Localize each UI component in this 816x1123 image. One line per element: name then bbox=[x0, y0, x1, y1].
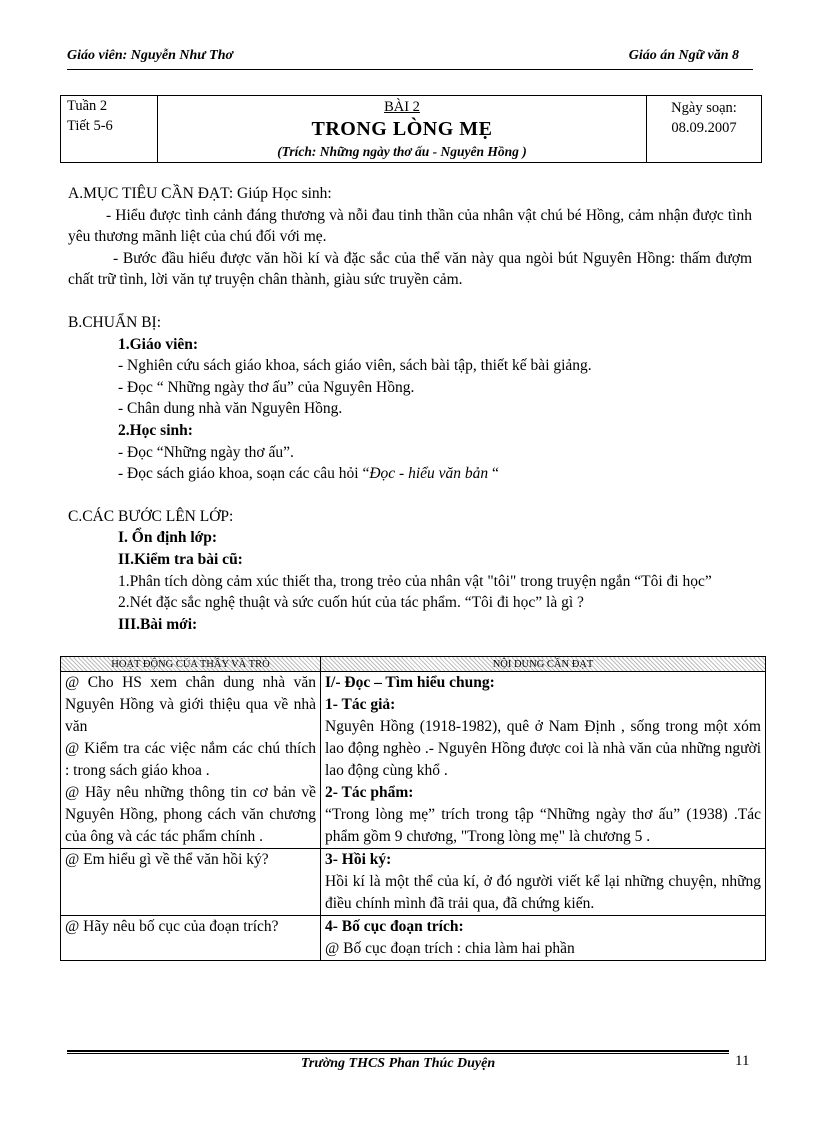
week-label: Tuần 2 bbox=[67, 98, 108, 114]
activity-cell: @ Cho HS xem chân dung nhà văn Nguyên Hồng và giới thiệu qua về nhà văn @ Kiểm tra các việc nắm các chú thích : trong sách giáo khoa . @ Hãy nêu những thông tin cơ bản về Nguyên Hồng, phong cách văn chương của ông và các tác phẩm chính . bbox=[61, 672, 321, 849]
step-2-heading: II.Kiểm tra bài cũ: bbox=[118, 550, 243, 568]
table-row bbox=[61, 672, 766, 849]
lesson-body bbox=[68, 183, 752, 635]
student-prep-item: - Đọc sách giáo khoa, soạn các câu hỏi “Đọc - hiểu văn bản “ bbox=[118, 465, 499, 483]
section-c-heading: C.CÁC BƯỚC LÊN LỚP: bbox=[68, 507, 234, 525]
page-header bbox=[67, 48, 753, 68]
date-cell bbox=[647, 96, 762, 163]
teacher-prep-item: - Đọc “ Những ngày thơ ấu” của Nguyên Hồng. bbox=[118, 378, 415, 396]
review-question-1: 1.Phân tích dòng cảm xúc thiết tha, trong trẻo của nhân vật "tôi" trong truyện ngắn “Tôi đi học” bbox=[118, 572, 712, 590]
page-number: 11 bbox=[735, 1053, 750, 1069]
student-prep-item: - Đọc “Những ngày thơ ấu”. bbox=[118, 443, 294, 461]
section-b-heading: B.CHUẨN BỊ: bbox=[68, 313, 162, 331]
activity-cell: @ Em hiểu gì về thể văn hồi ký? bbox=[61, 849, 321, 916]
teacher-prep-item: - Nghiên cứu sách giáo khoa, sách giáo viên, sách bài tập, thiết kế bài giảng. bbox=[118, 357, 592, 375]
title-cell bbox=[158, 96, 647, 163]
section-a-heading: A.MỤC TIÊU CẦN ĐẠT: Giúp Học sinh: bbox=[68, 185, 332, 202]
teacher-prep-item: - Chân dung nhà văn Nguyên Hồng. bbox=[118, 400, 343, 418]
week-cell bbox=[61, 96, 158, 163]
review-question-2: 2.Nét đặc sắc nghệ thuật và sức cuốn hút của tác phẩm. “Tôi đi học” là gì ? bbox=[118, 594, 584, 612]
table-row bbox=[61, 916, 766, 961]
lesson-title-box bbox=[60, 95, 762, 163]
teacher-prep-heading: 1.Giáo viên: bbox=[118, 335, 199, 353]
table-row bbox=[61, 849, 766, 916]
activity-table bbox=[60, 656, 766, 961]
header-subject: Giáo án Ngữ văn 8 bbox=[628, 48, 739, 63]
header-teacher: Giáo viên: Nguyễn Như Thơ bbox=[67, 48, 234, 63]
content-cell: I/- Đọc – Tìm hiểu chung: 1- Tác giả: Nguyên Hồng (1918-1982), quê ở Nam Định , sống trong một xóm lao động nghèo .- Nguyên Hồng được coi là nhà văn của những người lao động cùng khổ . 2- Tác phẩm: “Trong lòng mẹ” trích trong tập “Những ngày thơ ấu” (1938) .Tác phẩm gồm 9 chương, "Trong lòng mẹ" là chương 5 . bbox=[321, 672, 766, 849]
student-prep-heading: 2.Học sinh: bbox=[118, 421, 193, 439]
footer-rule bbox=[67, 1050, 729, 1052]
activity-cell: @ Hãy nêu bố cục của đoạn trích? bbox=[61, 916, 321, 961]
header-rule bbox=[67, 69, 753, 70]
date-label: Ngày soạn: bbox=[671, 100, 737, 116]
objective-2: - Bước đầu hiểu được văn hồi kí và đặc sắc của thể văn này qua ngòi bút Nguyên Hồng: thấm đượm chất trữ tình, lời văn tự truyện chân thành, giàu sức truyền cảm. bbox=[68, 249, 752, 289]
objective-1: - Hiểu được tình cảnh đáng thương và nỗi đau tinh thần của nhân vật chú bé Hồng, cảm nhận được tình yêu thương mãnh liệt của chú đối với mẹ. bbox=[68, 206, 752, 246]
footer-rule bbox=[67, 1053, 729, 1054]
step-3-heading: III.Bài mới: bbox=[118, 615, 198, 633]
footer-school: Trường THCS Phan Thúc Duyện bbox=[300, 1056, 496, 1071]
table-header-content: NỘI DUNG CẦN ĐẠT bbox=[321, 657, 766, 672]
step-1-heading: I. Ổn định lớp: bbox=[118, 529, 218, 547]
lesson-title: TRONG LÒNG MẸ bbox=[311, 118, 493, 140]
table-header-activities: HOẠT ĐỘNG CỦA THẦY VÀ TRÒ bbox=[61, 657, 321, 672]
period-label: Tiết 5-6 bbox=[67, 118, 113, 134]
lesson-number: BÀI 2 bbox=[384, 99, 420, 115]
lesson-excerpt-source: (Trích: Những ngày thơ ấu - Nguyên Hồng ) bbox=[277, 144, 527, 159]
content-cell: 4- Bố cục đoạn trích: @ Bố cục đoạn trích : chia làm hai phần bbox=[321, 916, 766, 961]
date-value: 08.09.2007 bbox=[671, 120, 737, 136]
content-cell: 3- Hồi ký: Hồi kí là một thể của kí, ở đó người viết kể lại những chuyện, những điều chính mình đã trải qua, đã chứng kiến. bbox=[321, 849, 766, 916]
